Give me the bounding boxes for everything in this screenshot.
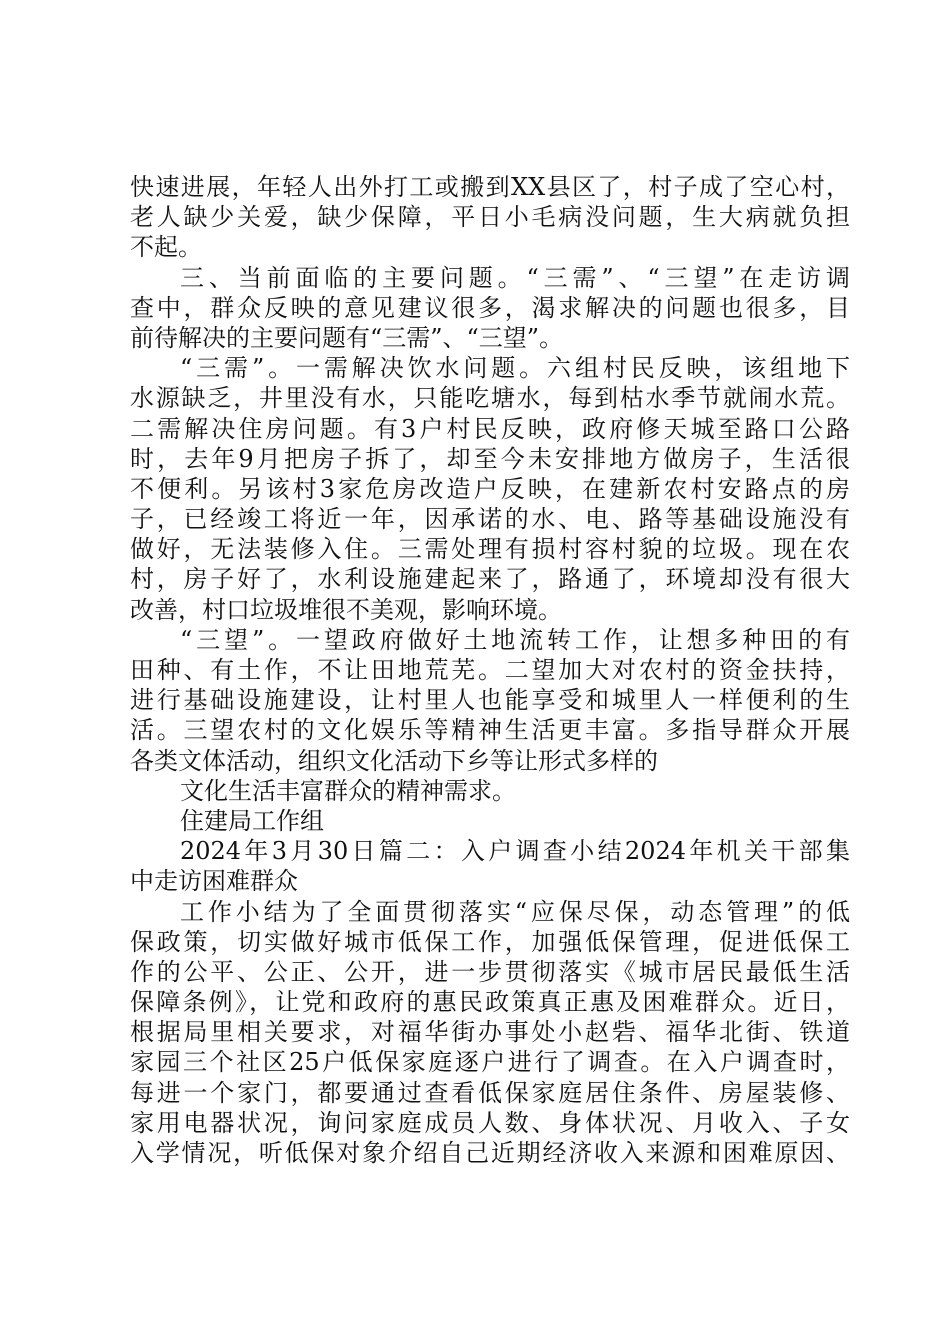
text-line: 村，房子好了，水利设施建起来了，路通了，环境却没有很大 [130, 565, 850, 594]
text-line: 不起。 [130, 233, 202, 262]
text-line: “三需”。一需解决饮水问题。六组村民反映，该组地下 [180, 354, 850, 383]
text-line: 子，已经竣工将近一年，因承诺的水、电、路等基础设施没有 [130, 505, 850, 534]
text-line: 改善，村口垃圾堆很不美观，影响环境。 [130, 595, 562, 624]
text-line: 2024年3月30日篇二：入户调查小结2024年机关干部集 [180, 837, 850, 866]
text-line: 做好，无法装修入住。三需处理有损村容村貌的垃圾。现在农 [130, 535, 850, 564]
text-line: 二需解决住房问题。有3户村民反映，政府修天城至路口公路 [130, 414, 850, 443]
text-line: 文化生活丰富群众的精神需求。 [180, 776, 516, 805]
text-line: 进行基础设施建设，让村里人也能享受和城里人一样便利的生 [130, 686, 850, 715]
text-line: 活。三望农村的文化娱乐等精神生活更丰富。多指导群众开展 [130, 716, 850, 745]
text-line: 每进一个家门，都要通过查看低保家庭居住条件、房屋装修、 [130, 1078, 850, 1107]
text-line: 保障条例》，让党和政府的惠民政策真正惠及困难群众。近日， [130, 988, 850, 1017]
text-line: 田种、有土作，不让田地荒芜。二望加大对农村的资金扶持， [130, 656, 850, 684]
text-line: 三、当前面临的主要问题。“三需”、“三望”在走访调 [180, 263, 850, 292]
text-line: 家用电器状况，询问家庭成员人数、身体状况、月收入、子女 [130, 1108, 850, 1137]
signature-line: 住建局工作组 [180, 806, 324, 835]
text-line: 查中，群众反映的意见建议很多，渴求解决的问题也很多，目 [130, 293, 850, 322]
text-line: 前待解决的主要问题有“三需”、“三望”。 [130, 323, 564, 352]
text-line: 水源缺乏，井里没有水，只能吃塘水，每到枯水季节就闹水荒。 [130, 384, 850, 413]
text-line: 各类文体活动，组织文化活动下乡等让形式多样的 [130, 746, 658, 775]
text-line: 保政策，切实做好城市低保工作，加强低保管理，促进低保工 [130, 927, 850, 956]
text-line: 时，去年9月把房子拆了，却至今未安排地方做房子，生活很 [130, 444, 850, 473]
text-line: 快速进展，年轻人出外打工或搬到XX县区了，村子成了空心村， [130, 173, 850, 201]
text-line: “三望”。一望政府做好土地流转工作，让想多种田的有 [180, 625, 850, 654]
text-line: 根据局里相关要求，对福华街办事处小赵砦、福华北街、铁道 [130, 1018, 850, 1047]
text-line: 中走访困难群众 [130, 867, 298, 896]
text-line: 家园三个社区25户低保家庭逐户进行了调查。在入户调查时， [130, 1048, 850, 1077]
text-line: 工作小结为了全面贯彻落实“应保尽保，动态管理”的低 [180, 897, 850, 926]
text-line: 作的公平、公正、公开，进一步贯彻落实《城市居民最低生活 [130, 957, 850, 986]
text-line: 不便利。另该村3家危房改造户反映，在建新农村安路点的房 [130, 474, 850, 503]
text-line: 入学情况，听低保对象介绍自己近期经济收入来源和困难原因、 [130, 1139, 850, 1167]
document-body [130, 172, 850, 1168]
text-line: 老人缺少关爱，缺少保障，平日小毛病没问题，生大病就负担 [130, 203, 850, 232]
